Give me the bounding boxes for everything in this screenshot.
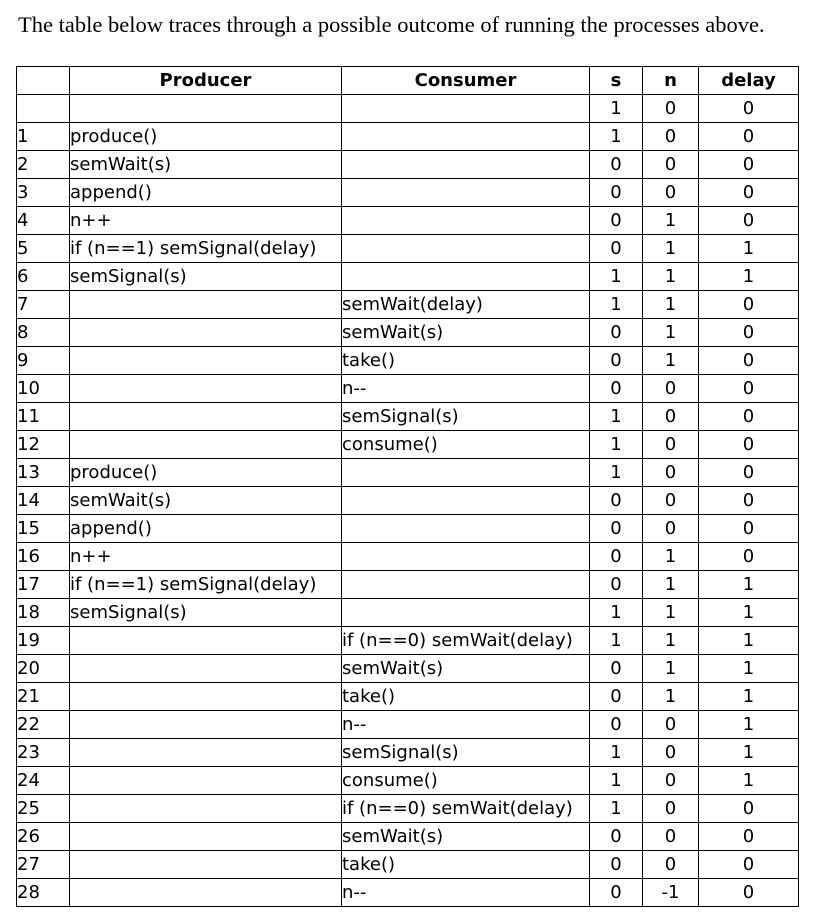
s-cell: 0 <box>590 711 643 739</box>
table-row <box>17 151 799 179</box>
s-cell: 0 <box>590 207 643 235</box>
delay-cell: 0 <box>699 403 799 431</box>
delay-cell: 1 <box>699 655 799 683</box>
producer-cell <box>70 767 342 795</box>
step-cell: 5 <box>17 235 70 263</box>
step-cell: 4 <box>17 207 70 235</box>
n-cell: -1 <box>643 879 699 907</box>
delay-cell: 1 <box>699 263 799 291</box>
n-cell: 1 <box>643 543 699 571</box>
header-delay: delay <box>699 67 799 95</box>
s-cell: 0 <box>590 543 643 571</box>
delay-cell: 0 <box>699 375 799 403</box>
producer-cell <box>70 711 342 739</box>
consumer-cell <box>342 459 590 487</box>
delay-cell: 0 <box>699 151 799 179</box>
table-row <box>17 571 799 599</box>
consumer-cell: semWait(s) <box>342 655 590 683</box>
n-cell: 1 <box>643 235 699 263</box>
table-row <box>17 375 799 403</box>
delay-cell: 0 <box>699 207 799 235</box>
s-cell: 0 <box>590 347 643 375</box>
table-row <box>17 515 799 543</box>
table-row <box>17 795 799 823</box>
s-cell: 1 <box>590 795 643 823</box>
step-cell: 8 <box>17 319 70 347</box>
delay-cell: 0 <box>699 879 799 907</box>
table-row <box>17 123 799 151</box>
producer-cell <box>70 291 342 319</box>
s-cell: 1 <box>590 627 643 655</box>
consumer-cell <box>342 571 590 599</box>
step-cell: 10 <box>17 375 70 403</box>
producer-cell: if (n==1) semSignal(delay) <box>70 571 342 599</box>
step-cell: 27 <box>17 851 70 879</box>
step-cell: 14 <box>17 487 70 515</box>
delay-cell: 0 <box>699 459 799 487</box>
producer-cell: append() <box>70 515 342 543</box>
consumer-cell <box>342 263 590 291</box>
s-cell: 0 <box>590 851 643 879</box>
consumer-cell <box>342 235 590 263</box>
delay-cell: 0 <box>699 123 799 151</box>
table-row <box>17 179 799 207</box>
table-row <box>17 879 799 907</box>
producer-cell <box>70 95 342 123</box>
table-row <box>17 655 799 683</box>
consumer-cell <box>342 515 590 543</box>
consumer-cell: semWait(s) <box>342 823 590 851</box>
table-row <box>17 95 799 123</box>
intro-paragraph: The table below traces through a possible outcome of running the processes above. <box>18 12 765 37</box>
s-cell: 1 <box>590 263 643 291</box>
s-cell: 0 <box>590 151 643 179</box>
producer-cell: if (n==1) semSignal(delay) <box>70 235 342 263</box>
n-cell: 0 <box>643 151 699 179</box>
consumer-cell: semWait(s) <box>342 319 590 347</box>
table-row <box>17 599 799 627</box>
producer-cell <box>70 655 342 683</box>
delay-cell: 0 <box>699 95 799 123</box>
table-row <box>17 739 799 767</box>
table-row <box>17 543 799 571</box>
n-cell: 1 <box>643 683 699 711</box>
header-step <box>17 67 70 95</box>
step-cell: 16 <box>17 543 70 571</box>
table-row <box>17 459 799 487</box>
step-cell: 2 <box>17 151 70 179</box>
s-cell: 0 <box>590 823 643 851</box>
n-cell: 0 <box>643 515 699 543</box>
consumer-cell: if (n==0) semWait(delay) <box>342 627 590 655</box>
s-cell: 1 <box>590 291 643 319</box>
table-row <box>17 711 799 739</box>
s-cell: 1 <box>590 739 643 767</box>
n-cell: 1 <box>643 291 699 319</box>
n-cell: 0 <box>643 767 699 795</box>
text-cursor <box>798 371 799 398</box>
s-cell: 1 <box>590 459 643 487</box>
n-cell: 0 <box>643 851 699 879</box>
producer-cell <box>70 627 342 655</box>
delay-cell: 1 <box>699 683 799 711</box>
producer-cell: n++ <box>70 543 342 571</box>
n-cell: 0 <box>643 431 699 459</box>
table-row <box>17 235 799 263</box>
delay-cell: 0 <box>699 543 799 571</box>
table-row <box>17 851 799 879</box>
n-cell: 1 <box>643 627 699 655</box>
delay-cell: 1 <box>699 571 799 599</box>
n-cell: 1 <box>643 599 699 627</box>
table-row <box>17 291 799 319</box>
trace-table-body <box>17 95 799 907</box>
n-cell: 1 <box>643 319 699 347</box>
header-row <box>17 67 799 95</box>
table-row <box>17 403 799 431</box>
producer-cell: semWait(s) <box>70 151 342 179</box>
producer-cell <box>70 795 342 823</box>
n-cell: 0 <box>643 487 699 515</box>
consumer-cell: n-- <box>342 711 590 739</box>
step-cell <box>17 95 70 123</box>
n-cell: 0 <box>643 711 699 739</box>
delay-cell: 0 <box>699 487 799 515</box>
delay-cell: 1 <box>699 599 799 627</box>
step-cell: 22 <box>17 711 70 739</box>
s-cell: 0 <box>590 375 643 403</box>
producer-cell: semWait(s) <box>70 487 342 515</box>
delay-cell: 0 <box>699 795 799 823</box>
s-cell: 1 <box>590 431 643 459</box>
producer-cell <box>70 347 342 375</box>
n-cell: 1 <box>643 571 699 599</box>
producer-cell <box>70 431 342 459</box>
consumer-cell: take() <box>342 683 590 711</box>
step-cell: 15 <box>17 515 70 543</box>
step-cell: 26 <box>17 823 70 851</box>
step-cell: 1 <box>17 123 70 151</box>
table-row <box>17 767 799 795</box>
producer-cell <box>70 319 342 347</box>
step-cell: 21 <box>17 683 70 711</box>
delay-cell: 0 <box>699 431 799 459</box>
step-cell: 28 <box>17 879 70 907</box>
consumer-cell <box>342 487 590 515</box>
header-s: s <box>590 67 643 95</box>
header-consumer: Consumer <box>342 67 590 95</box>
s-cell: 0 <box>590 683 643 711</box>
table-row <box>17 487 799 515</box>
n-cell: 1 <box>643 347 699 375</box>
step-cell: 17 <box>17 571 70 599</box>
consumer-cell <box>342 543 590 571</box>
n-cell: 1 <box>643 655 699 683</box>
step-cell: 20 <box>17 655 70 683</box>
delay-cell: 0 <box>699 179 799 207</box>
s-cell: 0 <box>590 179 643 207</box>
step-cell: 7 <box>17 291 70 319</box>
delay-cell: 1 <box>699 711 799 739</box>
table-row <box>17 347 799 375</box>
producer-cell: semSignal(s) <box>70 599 342 627</box>
n-cell: 0 <box>643 739 699 767</box>
producer-cell: semSignal(s) <box>70 263 342 291</box>
s-cell: 0 <box>590 879 643 907</box>
step-cell: 18 <box>17 599 70 627</box>
delay-cell: 0 <box>699 823 799 851</box>
table-row <box>17 319 799 347</box>
s-cell: 1 <box>590 95 643 123</box>
consumer-cell <box>342 179 590 207</box>
s-cell: 1 <box>590 403 643 431</box>
table-row <box>17 683 799 711</box>
step-cell: 12 <box>17 431 70 459</box>
delay-cell: 0 <box>699 515 799 543</box>
s-cell: 0 <box>590 235 643 263</box>
n-cell: 1 <box>643 263 699 291</box>
consumer-cell <box>342 599 590 627</box>
step-cell: 6 <box>17 263 70 291</box>
header-n: n <box>643 67 699 95</box>
consumer-cell <box>342 207 590 235</box>
n-cell: 0 <box>643 823 699 851</box>
step-cell: 19 <box>17 627 70 655</box>
delay-cell: 1 <box>699 627 799 655</box>
n-cell: 0 <box>643 795 699 823</box>
producer-cell <box>70 851 342 879</box>
consumer-cell: if (n==0) semWait(delay) <box>342 795 590 823</box>
s-cell: 1 <box>590 599 643 627</box>
consumer-cell: take() <box>342 347 590 375</box>
s-cell: 0 <box>590 487 643 515</box>
producer-cell <box>70 823 342 851</box>
producer-cell <box>70 683 342 711</box>
consumer-cell: semWait(delay) <box>342 291 590 319</box>
step-cell: 24 <box>17 767 70 795</box>
n-cell: 1 <box>643 207 699 235</box>
consumer-cell <box>342 151 590 179</box>
s-cell: 0 <box>590 515 643 543</box>
delay-cell: 1 <box>699 767 799 795</box>
consumer-cell: n-- <box>342 879 590 907</box>
table-row <box>17 207 799 235</box>
producer-cell: produce() <box>70 123 342 151</box>
step-cell: 11 <box>17 403 70 431</box>
n-cell: 0 <box>643 179 699 207</box>
delay-cell: 0 <box>699 347 799 375</box>
header-producer: Producer <box>70 67 342 95</box>
producer-cell <box>70 739 342 767</box>
producer-cell <box>70 403 342 431</box>
step-cell: 9 <box>17 347 70 375</box>
consumer-cell: semSignal(s) <box>342 403 590 431</box>
delay-cell: 1 <box>699 235 799 263</box>
n-cell: 0 <box>643 403 699 431</box>
consumer-cell <box>342 123 590 151</box>
step-cell: 23 <box>17 739 70 767</box>
s-cell: 0 <box>590 319 643 347</box>
producer-cell: append() <box>70 179 342 207</box>
step-cell: 13 <box>17 459 70 487</box>
consumer-cell: semSignal(s) <box>342 739 590 767</box>
producer-cell <box>70 375 342 403</box>
delay-cell: 1 <box>699 739 799 767</box>
consumer-cell: n-- <box>342 375 590 403</box>
n-cell: 0 <box>643 375 699 403</box>
table-row <box>17 263 799 291</box>
n-cell: 0 <box>643 459 699 487</box>
s-cell: 1 <box>590 767 643 795</box>
trace-table <box>16 66 799 907</box>
delay-cell: 0 <box>699 291 799 319</box>
table-row <box>17 627 799 655</box>
s-cell: 0 <box>590 655 643 683</box>
producer-cell <box>70 879 342 907</box>
s-cell: 1 <box>590 123 643 151</box>
n-cell: 0 <box>643 123 699 151</box>
delay-cell: 0 <box>699 319 799 347</box>
consumer-cell: consume() <box>342 767 590 795</box>
step-cell: 3 <box>17 179 70 207</box>
consumer-cell <box>342 95 590 123</box>
n-cell: 0 <box>643 95 699 123</box>
producer-cell: produce() <box>70 459 342 487</box>
producer-cell: n++ <box>70 207 342 235</box>
consumer-cell: consume() <box>342 431 590 459</box>
s-cell: 0 <box>590 571 643 599</box>
table-row <box>17 431 799 459</box>
consumer-cell: take() <box>342 851 590 879</box>
step-cell: 25 <box>17 795 70 823</box>
table-row <box>17 823 799 851</box>
delay-cell: 0 <box>699 851 799 879</box>
